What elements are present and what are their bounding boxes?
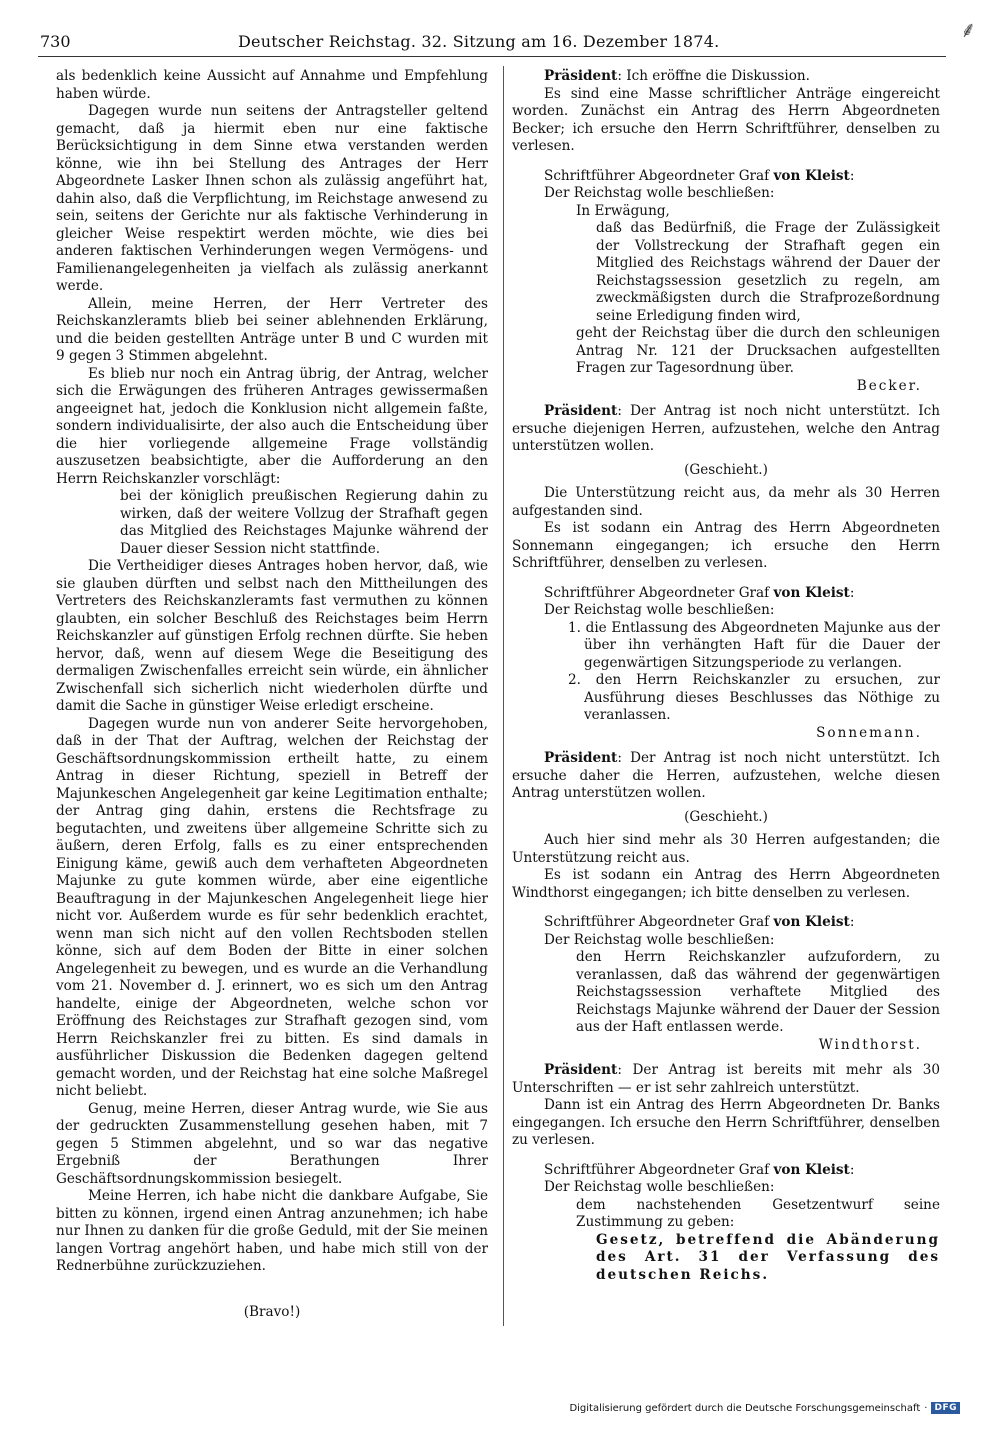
motion-text: dem nachstehenden Gesetzentwurf seine Zustimmung zu geben: bbox=[576, 1196, 940, 1230]
motion-signer: Windthorst. bbox=[818, 1036, 922, 1053]
motion-signer: Becker. bbox=[856, 377, 922, 394]
paragraph: Dagegen wurde nun seitens der Antragsteller geltend gemacht, daß ja hiermit eben nur eine faktische Berücksichtigung in dem Sinne etwa verstanden werden könne, wie ihn bei Stellung des Antrages der Herr Abgeordnete Lasker Ihnen schon als zulässig angeführt hat, dahin also, daß die Verpflichtung, im Reichstage anwesend zu sein, seitens der Gerichte nur als faktische Verhinderung in gleicher Weise respektirt werden möchte, wie dies bei anderen faktischen Verhinderungen wegen Vermögens- und Familienangelegenheiten ja vielfach als zulässig anerkannt werde. bbox=[56, 103, 488, 294]
page-number: 730 bbox=[40, 32, 71, 51]
motion-text: In Erwägung, bbox=[576, 202, 670, 219]
president-statement: Präsident: Ich eröffne die Diskussion. bbox=[544, 68, 810, 84]
motion-list-item: 1. die Entlassung des Abgeordneten Majunke aus der über ihn verhängten Haft für die Dauer der gegenwärtigen Sitzungsperiode zu verlangen. bbox=[568, 619, 940, 671]
stage-note: (Geschieht.) bbox=[684, 461, 768, 478]
column-divider bbox=[503, 66, 504, 1326]
paragraph: Genug, meine Herren, dieser Antrag wurde, wie Sie aus der gedruckten Zusammenstellung gesehen haben, mit 7 gegen 5 Stimmen abgelehnt, und so war das negative Ergebniß der Berathungen Ihrer Geschäftsordnungskommission besiegelt. bbox=[56, 1100, 488, 1187]
dfg-logo: DFG bbox=[931, 1402, 960, 1414]
motion-signer: Sonnemann. bbox=[816, 724, 922, 741]
law-title: Gesetz, betreffend die Abänderung des Art. 31 der Verfassung des deutschen Reichs. bbox=[596, 1231, 940, 1283]
right-column bbox=[512, 68, 940, 1284]
motion-text: daß das Bedürfniß, die Frage der Zulässigkeit der Vollstreckung der Strafhaft gegen ein Mitglied des Reichstags während der Dauer der Reichstagssession gesetzlich zu regeln, am zweckmäßigsten durch die Strafprozeßordnung seine Erledigung finden wird, bbox=[596, 220, 940, 324]
speaker-label: Präsident bbox=[544, 68, 618, 84]
paragraph: Meine Herren, ich habe nicht die dankbare Aufgabe, Sie bitten zu können, irgend einen Antrag anzunehmen; ich habe nur Ihnen zu danken für die große Geduld, mit der Sie meinen langen Vortrag angehört haben, und habe mich still von der Rednerbühne zurückzuziehen. bbox=[56, 1188, 488, 1274]
paragraph: als bedenklich keine Aussicht auf Annahme und Empfehlung haben würde. bbox=[56, 68, 488, 102]
motion-text: geht der Reichstag über die durch den schleunigen Antrag Nr. 121 der Drucksachen aufgestellten Fragen zur Tagesordnung über. bbox=[576, 325, 940, 376]
speaker-label: Präsident bbox=[544, 1062, 618, 1078]
quoted-motion: bei der königlich preußischen Regierung dahin zu wirken, daß der weitere Vollzug der Strafhaft gegen das Mitglied des Reichstages Majunke während der Dauer dieser Session nicht stattfinde. bbox=[120, 488, 488, 557]
motion-intro: Der Reichstag wolle beschließen: bbox=[544, 185, 775, 201]
secretary-line: Schriftführer Abgeordneter Graf von Kleist: bbox=[544, 914, 855, 930]
ink-mark-icon: ⸙ bbox=[960, 18, 977, 43]
motion-list-item: 2. den Herrn Reichskanzler zu ersuchen, zur Ausführung dieses Beschlusses das Nöthige zu veranlassen. bbox=[568, 672, 940, 723]
left-column bbox=[56, 68, 488, 1321]
president-statement: Präsident: Der Antrag ist noch nicht unterstützt. Ich ersuche daher die Herren, aufzustehen, welche diesen Antrag unterstützen wollen. bbox=[512, 750, 940, 801]
motion-text: den Herrn Reichskanzler aufzufordern, zu veranlassen, daß das während der gegenwärtigen Reichstagssession verhaftete Mitglied des Reichstags Majunke während der Dauer der Session aus der Haft entlassen werde. bbox=[576, 949, 940, 1035]
running-title: Deutscher Reichstag. 32. Sitzung am 16. Dezember 1874. bbox=[238, 32, 720, 51]
stage-note: (Geschieht.) bbox=[684, 808, 768, 825]
paragraph: Es ist sodann ein Antrag des Herrn Abgeordneten Sonnemann eingegangen; ich ersuche den Herrn Schriftführer, denselben zu verlesen. bbox=[512, 520, 940, 571]
president-statement: Präsident: Der Antrag ist bereits mit mehr als 30 Unterschriften — er ist sehr zahlreich unterstützt. bbox=[512, 1062, 940, 1096]
speaker-label: Präsident bbox=[544, 750, 618, 766]
speaker-label: Präsident bbox=[544, 403, 618, 419]
paragraph: Es blieb nur noch ein Antrag übrig, der Antrag, welcher sich die Erwägungen des früheren Antrages gewissermaßen angeeignet hat, jedoch die Konklusion nicht allgemein faßte, sondern individualisirte, der also auch die Entscheidung über die hier vorliegende allgemeine Frage vollständig auszusetzen beabsichtigte, aber die Aufforderung an den Herrn Reichskanzler vorschlägt: bbox=[56, 365, 488, 487]
paragraph: Die Vertheidiger dieses Antrages hoben hervor, daß, wie sie glauben dürften und selbst nach den Mittheilungen des Vertreters des Reichskanzleramts fast vermuthen zu können glaubten, ein solcher Beschluß des Reichstages beim Herrn Reichskanzler auf günstigen Erfolg rechnen dürfte. Sie heben hervor, daß, wenn auf diesem Wege die Beseitigung des dermaligen Zwischenfalles erreicht sein würde, ein ähnlicher Zwischenfall sich sicherlich nicht wiederholen dürfte und damit die Sache in günstiger Weise erledigt erscheine. bbox=[56, 558, 488, 714]
paragraph: Es sind eine Masse schriftlicher Anträge eingereicht worden. Zunächst ein Antrag des Herrn Abgeordneten Becker; ich ersuche den Herrn Schriftführer, denselben zu verlesen. bbox=[512, 85, 940, 154]
motion-intro: Der Reichstag wolle beschließen: bbox=[544, 602, 775, 618]
paragraph: Allein, meine Herren, der Herr Vertreter des Reichskanzleramts blieb bei seiner ablehnenden Erklärung, und die beiden gestellten Anträge unter B und C wurden mit 9 gegen 3 Stimmen abgelehnt. bbox=[56, 295, 488, 364]
paragraph: Es ist sodann ein Antrag des Herrn Abgeordneten Windthorst eingegangen; ich bitte denselben zu verlesen. bbox=[512, 867, 940, 901]
applause-note: (Bravo!) bbox=[243, 1303, 301, 1320]
president-statement: Präsident: Der Antrag ist noch nicht unterstützt. Ich ersuche diejenigen Herren, aufzustehen, welche den Antrag unterstützen wollen. bbox=[512, 403, 940, 454]
motion-intro: Der Reichstag wolle beschließen: bbox=[544, 1179, 775, 1195]
paragraph: Auch hier sind mehr als 30 Herren aufgestanden; die Unterstützung reicht aus. bbox=[512, 832, 940, 866]
credit-text: Digitalisierung gefördert durch die Deutsche Forschungsgemeinschaft bbox=[569, 1402, 921, 1414]
secretary-line: Schriftführer Abgeordneter Graf von Kleist: bbox=[544, 1161, 855, 1178]
secretary-line: Schriftführer Abgeordneter Graf von Kleist: bbox=[544, 584, 855, 601]
motion-intro: Der Reichstag wolle beschließen: bbox=[544, 931, 775, 948]
secretary-line: Schriftführer Abgeordneter Graf von Kleist: bbox=[544, 167, 855, 184]
digitization-credit: Digitalisierung gefördert durch die Deutsche Forschungsgemeinschaft · DFG bbox=[569, 1402, 960, 1414]
paragraph: Dagegen wurde nun von anderer Seite hervorgehoben, daß in der That der Auftrag, welchen der Reichstag der Geschäftsordnungskommission ertheilt hatte, zu einem Antrag in dieser Richtung, speziell in Betreff der Majunkeschen Angelegenheit gar keine Legitimation enthalte; der Antrag ging dahin, erstens die Rechtsfrage zu begutachten, und zweitens über allgemeine Schritte sich zu äußern, deren Erfolg, falls es zu einer entsprechenden Einigung käme, gewiß auch dem verhafteten Abgeordneten Majunke zu gute kommen würde, aber eine eigentliche Beauftragung in der Majunkeschen Angelegenheit liege hier nicht vor. Außerdem wurde es für sehr bedenklich erachtet, wenn man sich nicht auf den vollen Rechtsboden stellen könne, sich auf dem Boden der Bitte in einer solchen Angelegenheit zu bewegen, und es wurde an die Verhandlung vom 21. November d. J. erinnert, wo es sich um den Antrag handelte, einige der Abgeordneten, welche schon vor Eröffnung des Reichstages zur Strafhaft gezogen sind, vom Herrn Reichskanzler frei zu bitten. Es sind damals in ausführlicher Diskussion die Bedenken dagegen geltend gemacht worden, und der Reichstag hat eine solche Maßregel nicht beliebt. bbox=[56, 715, 488, 1099]
paragraph: Die Unterstützung reicht aus, da mehr als 30 Herren aufgestanden sind. bbox=[512, 485, 940, 519]
paragraph: Dann ist ein Antrag des Herrn Abgeordneten Dr. Banks eingegangen. Ich ersuche den Herrn Schriftführer, denselben zu verlesen. bbox=[512, 1097, 940, 1148]
header-rule bbox=[38, 56, 946, 57]
